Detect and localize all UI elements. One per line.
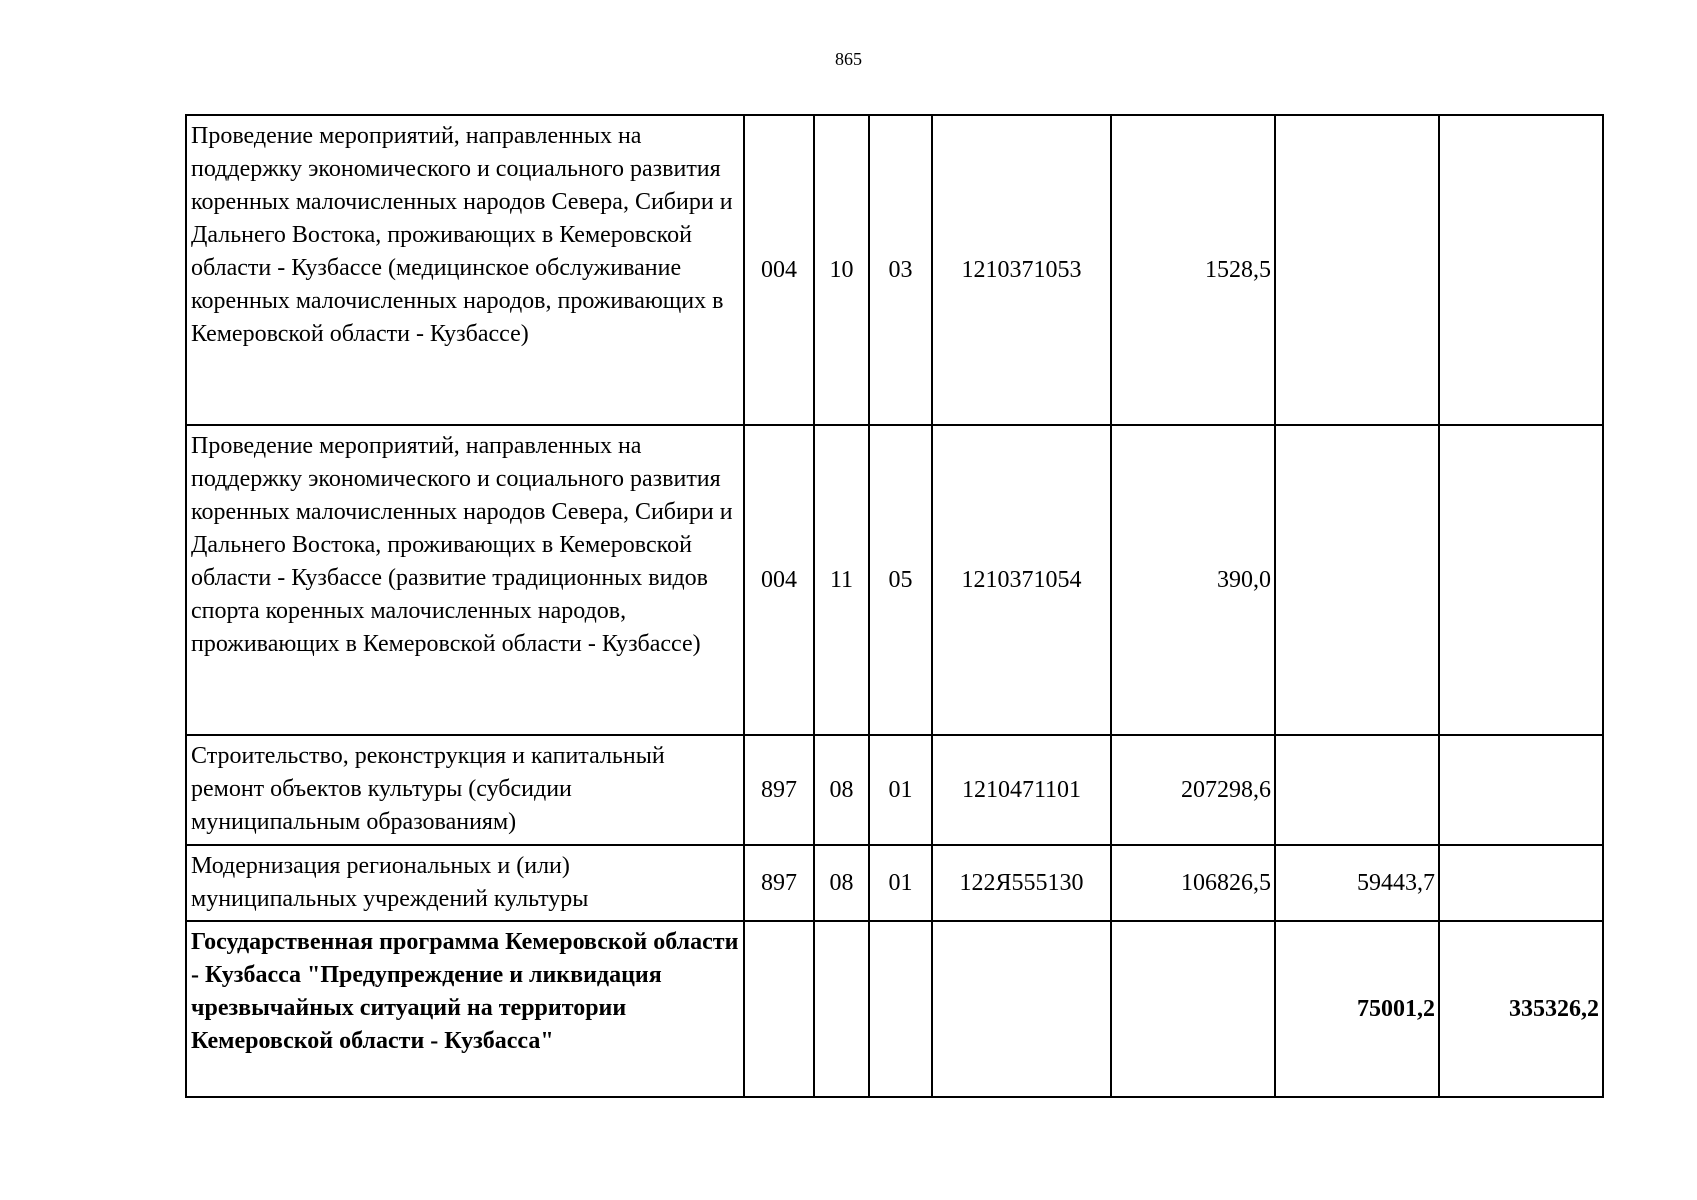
subsection-code-cell (869, 921, 932, 1097)
ministry-code-cell: 004 (744, 425, 814, 735)
section-code-cell: 08 (814, 735, 869, 845)
amount-2-cell (1275, 425, 1439, 735)
amount-1-cell (1111, 921, 1275, 1097)
row-name-cell: Модернизация региональных и (или) муниципальных учреждений культуры (186, 845, 744, 921)
amount-1-cell: 390,0 (1111, 425, 1275, 735)
table-row (186, 115, 1603, 425)
subsection-code-cell: 01 (869, 845, 932, 921)
row-name-cell: Строительство, реконструкция и капитальный ремонт объектов культуры (субсидии муниципальным образованиям) (186, 735, 744, 845)
subsection-code-cell: 01 (869, 735, 932, 845)
section-code-cell: 11 (814, 425, 869, 735)
table-row (186, 735, 1603, 845)
amount-3-cell (1439, 115, 1603, 425)
amount-2-cell (1275, 735, 1439, 845)
subsection-code-cell: 05 (869, 425, 932, 735)
target-article-cell: 122Я555130 (932, 845, 1111, 921)
target-article-cell: 1210371054 (932, 425, 1111, 735)
row-name-cell: Проведение мероприятий, направленных на поддержку экономического и социального развития коренных малочисленных народов Севера, Сибири и Дальнего Востока, проживающих в Кемеровской области - Кузбассе (медицинское обслуживание коренных малочисленных народов, проживающих в Кемеровской области - Кузбассе) (186, 115, 744, 425)
page-number: 865 (835, 49, 862, 69)
section-code-cell: 08 (814, 845, 869, 921)
ministry-code-cell: 897 (744, 735, 814, 845)
target-article-cell (932, 921, 1111, 1097)
row-name-cell: Проведение мероприятий, направленных на поддержку экономического и социального развития коренных малочисленных народов Севера, Сибири и Дальнего Востока, проживающих в Кемеровской области - Кузбассе (развитие традиционных видов спорта коренных малочисленных народов, проживающих в Кемеровской области - Кузбассе) (186, 425, 744, 735)
amount-2-cell (1275, 115, 1439, 425)
section-code-cell (814, 921, 869, 1097)
amount-1-cell: 106826,5 (1111, 845, 1275, 921)
amount-3-cell (1439, 845, 1603, 921)
amount-2-cell: 59443,7 (1275, 845, 1439, 921)
amount-3-cell (1439, 425, 1603, 735)
row-name-cell: Государственная программа Кемеровской области - Кузбасса "Предупреждение и ликвидация чрезвычайных ситуаций на территории Кемеровской области - Кузбасса" (186, 921, 744, 1097)
ministry-code-cell (744, 921, 814, 1097)
table-row-program-total (186, 921, 1603, 1097)
ministry-code-cell: 004 (744, 115, 814, 425)
target-article-cell: 1210371053 (932, 115, 1111, 425)
section-code-cell: 10 (814, 115, 869, 425)
target-article-cell: 1210471101 (932, 735, 1111, 845)
amount-1-cell: 207298,6 (1111, 735, 1275, 845)
table-row (186, 425, 1603, 735)
table-row (186, 845, 1603, 921)
amount-2-cell: 75001,2 (1275, 921, 1439, 1097)
amount-1-cell: 1528,5 (1111, 115, 1275, 425)
budget-table (185, 114, 1604, 1098)
amount-3-cell (1439, 735, 1603, 845)
amount-3-cell: 335326,2 (1439, 921, 1603, 1097)
subsection-code-cell: 03 (869, 115, 932, 425)
ministry-code-cell: 897 (744, 845, 814, 921)
